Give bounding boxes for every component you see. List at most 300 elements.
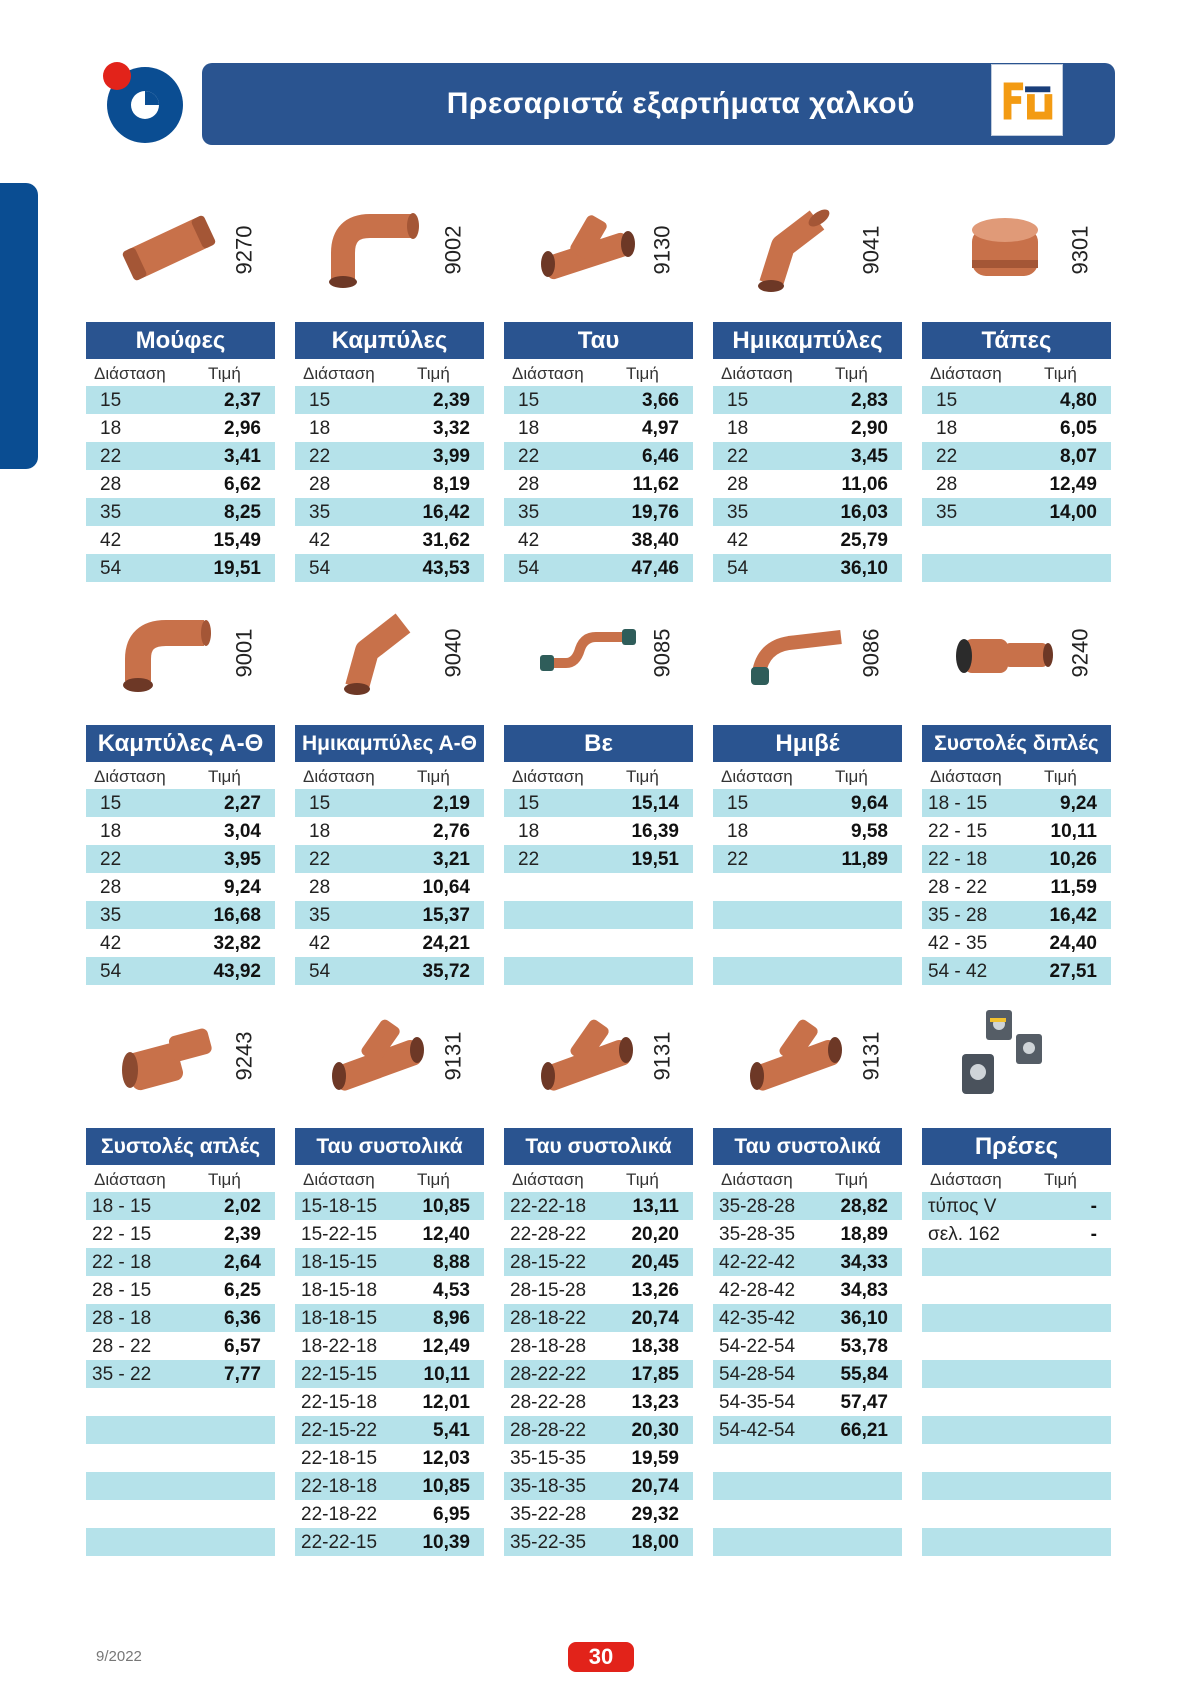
table-row: [86, 1528, 275, 1556]
table-body: [922, 386, 1111, 582]
reducing-tee-fitting-icon: [532, 1004, 642, 1104]
product-name-header: Ταυ συστολικά: [713, 1128, 902, 1165]
product-code-text: 9131: [858, 1031, 884, 1081]
product-code: [224, 1006, 264, 1106]
price-cell: -: [1090, 1196, 1097, 1217]
reducing-tee-fitting-icon: [741, 1004, 851, 1104]
dimension-cell: 28-28-22: [510, 1420, 587, 1441]
column-headers: [922, 359, 1111, 386]
table-row: [86, 442, 275, 470]
column-headers: [713, 762, 902, 789]
price-column-header: Τιμή: [626, 364, 659, 383]
dimension-column-header: Διάσταση: [303, 364, 375, 383]
price-column-header: Τιμή: [626, 1170, 659, 1189]
dimension-cell: 28: [100, 877, 122, 898]
price-cell: 8,96: [433, 1308, 470, 1329]
price-cell: 3,21: [433, 849, 470, 870]
price-table: [713, 725, 902, 985]
dimension-cell: 18: [727, 418, 749, 439]
price-column-header: Τιμή: [835, 1170, 868, 1189]
table-row: [922, 957, 1111, 985]
dimension-cell: 54-28-54: [719, 1364, 796, 1385]
price-cell: 8,19: [433, 474, 470, 495]
press-jaws-icon: [950, 1004, 1060, 1104]
price-cell: 6,62: [224, 474, 261, 495]
dimension-cell: 15: [100, 390, 122, 411]
table-body: [86, 386, 275, 582]
table-row: [713, 1220, 902, 1248]
table-row: [922, 1220, 1111, 1248]
dimension-cell: 18: [936, 418, 958, 439]
dimension-cell: 28 - 22: [92, 1336, 152, 1357]
product-code: [224, 200, 264, 300]
price-table: [86, 322, 275, 582]
table-row: [295, 1388, 484, 1416]
price-cell: 3,66: [642, 390, 679, 411]
dimension-cell: 22 - 15: [92, 1224, 152, 1245]
dimension-cell: 42: [518, 530, 540, 551]
table-row: [713, 957, 902, 985]
table-body: [713, 789, 902, 985]
dimension-cell: 22: [309, 446, 331, 467]
price-cell: 19,76: [631, 502, 679, 523]
page-title: Πρεσαριστά εξαρτήματα χαλκού: [446, 87, 915, 120]
dimension-cell: 42-22-42: [719, 1252, 796, 1273]
price-cell: 3,45: [851, 446, 888, 467]
half-crossover-fitting-icon: [741, 601, 851, 701]
dimension-cell: 42-35-42: [719, 1308, 796, 1329]
dimension-cell: 15: [727, 390, 749, 411]
dimension-cell: 54: [100, 558, 122, 579]
column-headers: [713, 359, 902, 386]
price-cell: 18,00: [631, 1532, 679, 1553]
table-row: [295, 929, 484, 957]
price-column-header: Τιμή: [208, 364, 241, 383]
product-name-header: Πρέσες: [922, 1128, 1111, 1165]
product-name-header: Καμπύλες: [295, 322, 484, 359]
price-cell: 13,11: [632, 1196, 679, 1217]
crossover-fitting-icon: [532, 601, 642, 701]
dimension-column-header: Διάσταση: [721, 364, 793, 383]
table-row: [86, 845, 275, 873]
dimension-cell: 35 - 22: [92, 1364, 152, 1385]
dimension-cell: 22: [100, 446, 122, 467]
dimension-column-header: Διάσταση: [94, 364, 166, 383]
table-row: [86, 386, 275, 414]
column-headers: [922, 1165, 1111, 1192]
table-row: [922, 526, 1111, 554]
dimension-cell: 22 - 18: [92, 1252, 152, 1273]
price-cell: 9,58: [851, 821, 888, 842]
dimension-column-header: Διάσταση: [930, 364, 1002, 383]
price-table: [86, 725, 275, 985]
table-row: [86, 929, 275, 957]
table-row: [922, 845, 1111, 873]
table-row: [713, 470, 902, 498]
dimension-cell: 18: [309, 418, 331, 439]
dimension-cell: 18 - 15: [928, 793, 988, 814]
table-body: [713, 386, 902, 582]
price-cell: 34,33: [840, 1252, 888, 1273]
product-code: [433, 603, 473, 703]
table-body: [295, 1192, 484, 1556]
dimension-cell: τύπος V: [928, 1196, 997, 1217]
dimension-cell: 22: [727, 849, 749, 870]
price-cell: 3,41: [224, 446, 261, 467]
price-cell: 19,51: [631, 849, 679, 870]
dimension-cell: 22: [727, 446, 749, 467]
price-cell: 16,68: [213, 905, 261, 926]
product-code-text: 9130: [649, 225, 675, 275]
dimension-cell: 28 - 22: [928, 877, 988, 898]
table-row: [295, 414, 484, 442]
product-code-text: 9041: [858, 225, 884, 275]
table-row: [295, 873, 484, 901]
table-row: [86, 873, 275, 901]
dimension-cell: 54: [100, 961, 122, 982]
table-row: [713, 1500, 902, 1528]
price-cell: 55,84: [840, 1364, 888, 1385]
table-row: [295, 1472, 484, 1500]
price-cell: 27,51: [1049, 961, 1097, 982]
table-row: [504, 789, 693, 817]
price-cell: 3,32: [433, 418, 470, 439]
table-row: [922, 901, 1111, 929]
price-cell: 6,36: [224, 1308, 261, 1329]
column-headers: [504, 762, 693, 789]
table-row: [295, 901, 484, 929]
frabo-brand-logo: [991, 64, 1063, 136]
price-cell: 57,47: [840, 1392, 888, 1413]
column-headers: [713, 1165, 902, 1192]
price-column-header: Τιμή: [208, 767, 241, 786]
price-table: [713, 1128, 902, 1556]
price-cell: 7,77: [224, 1364, 261, 1385]
end-cap-fitting-icon: [950, 198, 1060, 298]
dimension-cell: 28-22-22: [510, 1364, 587, 1385]
table-row: [713, 873, 902, 901]
price-cell: 20,45: [631, 1252, 679, 1273]
price-cell: 2,76: [433, 821, 470, 842]
dimension-cell: 35: [727, 502, 749, 523]
product-name-header: Συστολές απλές: [86, 1128, 275, 1165]
dimension-cell: 18-22-18: [301, 1336, 378, 1357]
elbow-90-fitting-icon: [323, 198, 433, 298]
price-cell: 16,42: [1049, 905, 1097, 926]
table-row: [86, 1304, 275, 1332]
price-table: [713, 322, 902, 582]
table-row: [504, 386, 693, 414]
price-cell: 36,10: [840, 558, 888, 579]
price-cell: 8,25: [224, 502, 261, 523]
dimension-cell: 42: [100, 933, 122, 954]
table-row: [504, 1248, 693, 1276]
table-row: [86, 1416, 275, 1444]
dimension-cell: 35-22-35: [510, 1532, 587, 1553]
price-column-header: Τιμή: [1044, 364, 1077, 383]
product-name-header: Ταυ συστολικά: [504, 1128, 693, 1165]
product-code-text: 9240: [1067, 628, 1093, 678]
table-row: [504, 1360, 693, 1388]
table-row: [504, 498, 693, 526]
dimension-cell: 15: [309, 793, 331, 814]
table-row: [504, 1472, 693, 1500]
table-row: [713, 442, 902, 470]
price-column-header: Τιμή: [1044, 1170, 1077, 1189]
product-code-text: 9243: [231, 1031, 257, 1081]
price-table: [504, 322, 693, 582]
product-code: [642, 1006, 682, 1106]
dimension-cell: 22 - 18: [928, 849, 988, 870]
product-code-text: 9131: [440, 1031, 466, 1081]
price-column-header: Τιμή: [835, 767, 868, 786]
table-row: [86, 1276, 275, 1304]
dimension-cell: 28-18-28: [510, 1336, 587, 1357]
table-row: [713, 1528, 902, 1556]
table-row: [86, 414, 275, 442]
product-name-header: Μούφες: [86, 322, 275, 359]
product-name-header: Συστολές διπλές: [922, 725, 1111, 762]
dimension-cell: 35-22-28: [510, 1504, 587, 1525]
dimension-cell: 28: [309, 877, 331, 898]
table-row: [86, 470, 275, 498]
price-cell: 11,89: [841, 849, 888, 870]
dimension-cell: 22: [518, 849, 540, 870]
price-cell: 2,27: [224, 793, 261, 814]
table-row: [922, 873, 1111, 901]
price-cell: 12,40: [422, 1224, 470, 1245]
table-row: [295, 386, 484, 414]
price-table: [295, 1128, 484, 1556]
table-row: [713, 1360, 902, 1388]
table-row: [922, 929, 1111, 957]
dimension-cell: 35: [100, 502, 122, 523]
dimension-cell: 28-15-22: [510, 1252, 587, 1273]
product-code: [851, 200, 891, 300]
table-body: [713, 1192, 902, 1556]
table-row: [713, 1444, 902, 1472]
price-cell: 31,62: [422, 530, 470, 551]
tee-fitting-icon: [532, 198, 642, 298]
table-row: [295, 470, 484, 498]
product-name-header: Ημικαμπύλες Α-Θ: [295, 725, 484, 762]
table-row: [922, 470, 1111, 498]
page-header: [202, 63, 1115, 145]
dimension-cell: 22-18-18: [301, 1476, 378, 1497]
product-code: [642, 603, 682, 703]
price-column-header: Τιμή: [1044, 767, 1077, 786]
dimension-cell: 28 - 18: [92, 1308, 152, 1329]
table-row: [713, 1192, 902, 1220]
product-name-header: Ταυ: [504, 322, 693, 359]
table-row: [504, 442, 693, 470]
dimension-cell: 22: [518, 446, 540, 467]
price-cell: 24,40: [1049, 933, 1097, 954]
table-row: [86, 1500, 275, 1528]
dimension-cell: 54: [309, 558, 331, 579]
table-body: [504, 386, 693, 582]
product-code: [1060, 200, 1100, 300]
dimension-cell: 22-28-22: [510, 1224, 587, 1245]
table-row: [295, 1304, 484, 1332]
table-row: [86, 789, 275, 817]
price-table: [295, 322, 484, 582]
product-name-header: Καμπύλες Α-Θ: [86, 725, 275, 762]
dimension-cell: 35-28-28: [719, 1196, 796, 1217]
table-row: [922, 442, 1111, 470]
dimension-cell: 35: [100, 905, 122, 926]
price-cell: 20,74: [631, 1308, 679, 1329]
dimension-cell: 54: [518, 558, 540, 579]
table-row: [86, 1332, 275, 1360]
table-row: [713, 1332, 902, 1360]
price-cell: 15,37: [422, 905, 470, 926]
dimension-cell: 22: [100, 849, 122, 870]
table-body: [295, 386, 484, 582]
dimension-cell: 35-15-35: [510, 1448, 587, 1469]
table-row: [86, 498, 275, 526]
price-column-header: Τιμή: [417, 1170, 450, 1189]
table-row: [922, 1248, 1111, 1276]
table-row: [922, 817, 1111, 845]
price-table: [295, 725, 484, 985]
price-table: [922, 725, 1111, 985]
table-row: [922, 386, 1111, 414]
price-table: [86, 1128, 275, 1556]
price-cell: 10,11: [423, 1364, 470, 1385]
table-row: [713, 414, 902, 442]
price-cell: 2,83: [851, 390, 888, 411]
dimension-cell: 15: [518, 793, 540, 814]
table-row: [86, 1444, 275, 1472]
price-cell: 43,53: [422, 558, 470, 579]
table-row: [295, 789, 484, 817]
double-reducer-fitting-icon: [950, 601, 1060, 701]
product-code: [851, 603, 891, 703]
table-row: [295, 1444, 484, 1472]
dimension-cell: 54-35-54: [719, 1392, 796, 1413]
table-row: [504, 470, 693, 498]
price-column-header: Τιμή: [208, 1170, 241, 1189]
dimension-cell: 22 - 15: [928, 821, 988, 842]
price-cell: 6,57: [224, 1336, 261, 1357]
page-number-badge: 30: [568, 1642, 634, 1672]
table-row: [713, 1472, 902, 1500]
column-headers: [922, 762, 1111, 789]
dimension-cell: 18: [518, 821, 540, 842]
table-row: [295, 526, 484, 554]
table-body: [504, 1192, 693, 1556]
dimension-cell: 22-18-15: [301, 1448, 378, 1469]
dimension-cell: 15: [936, 390, 958, 411]
price-table: [922, 322, 1111, 582]
dimension-cell: 54: [309, 961, 331, 982]
price-cell: 32,82: [213, 933, 261, 954]
price-cell: 38,40: [631, 530, 679, 551]
table-row: [713, 1304, 902, 1332]
price-cell: 13,23: [631, 1392, 679, 1413]
price-cell: 20,20: [631, 1224, 679, 1245]
table-row: [504, 901, 693, 929]
table-row: [295, 1276, 484, 1304]
table-body: [504, 789, 693, 985]
elbow-45-fitting-icon: [741, 198, 851, 298]
table-row: [504, 526, 693, 554]
dimension-cell: 42: [100, 530, 122, 551]
dimension-column-header: Διάσταση: [721, 1170, 793, 1189]
price-cell: 16,39: [631, 821, 679, 842]
table-row: [713, 1276, 902, 1304]
table-row: [86, 901, 275, 929]
dimension-cell: 42 - 35: [928, 933, 988, 954]
table-row: [713, 498, 902, 526]
table-row: [504, 1332, 693, 1360]
column-headers: [86, 1165, 275, 1192]
dimension-cell: 22-22-18: [510, 1196, 587, 1217]
dimension-cell: 18-15-18: [301, 1280, 378, 1301]
price-cell: 10,85: [422, 1476, 470, 1497]
table-row: [295, 957, 484, 985]
price-cell: 20,74: [631, 1476, 679, 1497]
table-row: [713, 1388, 902, 1416]
price-cell: 16,42: [422, 502, 470, 523]
price-cell: 35,72: [422, 961, 470, 982]
dimension-cell: 35: [309, 905, 331, 926]
price-cell: 28,82: [840, 1196, 888, 1217]
price-cell: 10,26: [1049, 849, 1097, 870]
table-row: [504, 817, 693, 845]
table-row: [713, 386, 902, 414]
elbow-male-female-fitting-icon: [114, 601, 224, 701]
dimension-cell: 54-22-54: [719, 1336, 796, 1357]
table-row: [922, 1304, 1111, 1332]
product-code-text: 9040: [440, 628, 466, 678]
product-name-header: Ημιβέ: [713, 725, 902, 762]
price-column-header: Τιμή: [417, 364, 450, 383]
table-row: [922, 1388, 1111, 1416]
price-cell: 2,37: [224, 390, 261, 411]
product-code-text: 9086: [858, 628, 884, 678]
dimension-cell: 28: [309, 474, 331, 495]
table-row: [295, 1500, 484, 1528]
column-headers: [504, 359, 693, 386]
dimension-cell: 15: [309, 390, 331, 411]
dimension-cell: 42: [309, 530, 331, 551]
price-cell: 11,62: [632, 474, 679, 495]
dimension-column-header: Διάσταση: [94, 1170, 166, 1189]
footer-date: 9/2022: [96, 1648, 142, 1665]
price-cell: 10,39: [422, 1532, 470, 1553]
dimension-cell: 18-15-15: [301, 1252, 378, 1273]
dimension-column-header: Διάσταση: [512, 364, 584, 383]
price-cell: 10,85: [422, 1196, 470, 1217]
price-cell: 15,14: [631, 793, 679, 814]
table-body: [295, 789, 484, 985]
price-cell: 9,24: [1060, 793, 1097, 814]
price-cell: 8,07: [1060, 446, 1097, 467]
price-cell: 29,32: [631, 1504, 679, 1525]
price-cell: 4,53: [433, 1280, 470, 1301]
table-row: [922, 1528, 1111, 1556]
dimension-cell: 18: [309, 821, 331, 842]
table-row: [295, 442, 484, 470]
dimension-cell: 15: [518, 390, 540, 411]
dimension-cell: 18: [100, 418, 122, 439]
price-cell: 20,30: [631, 1420, 679, 1441]
dimension-column-header: Διάσταση: [512, 767, 584, 786]
dimension-cell: 42: [727, 530, 749, 551]
table-row: [713, 929, 902, 957]
